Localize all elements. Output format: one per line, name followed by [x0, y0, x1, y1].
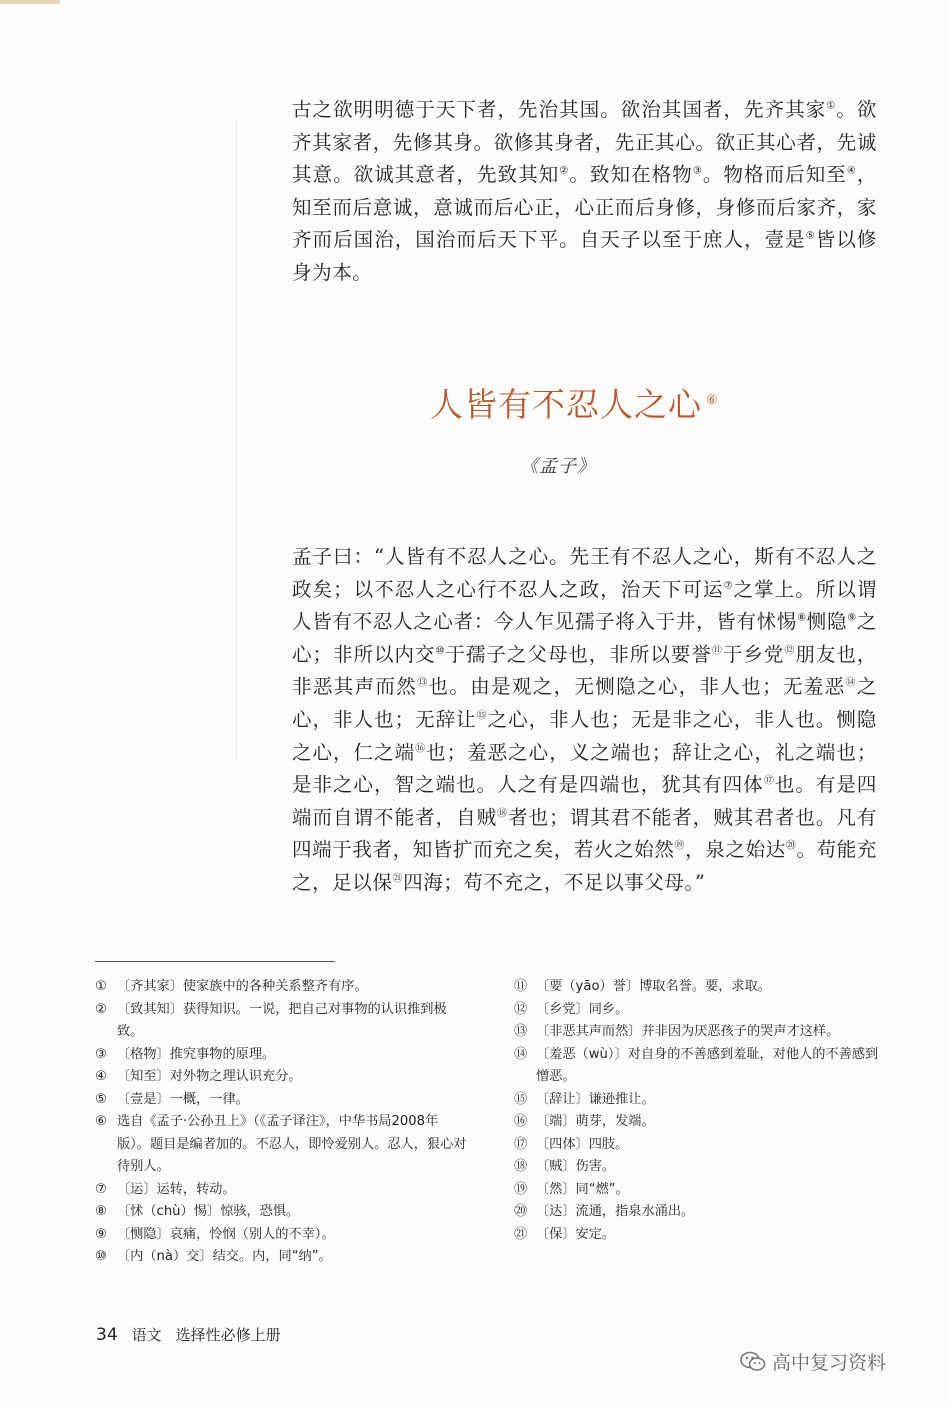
- footnote-number: ⑲: [514, 1181, 528, 1197]
- footnote-number: ②: [95, 1001, 107, 1017]
- wechat-icon: [740, 1351, 766, 1373]
- footnote-marker: ㉑: [392, 873, 404, 885]
- footnote-number: ⑦: [95, 1181, 107, 1197]
- footnote-number: ⑱: [514, 1159, 528, 1174]
- footnote-number: ⑫: [514, 1001, 528, 1017]
- title-text: 人皆有不忍人之心: [430, 385, 702, 424]
- footnote-text: 〔运〕运转，转动。: [117, 1181, 236, 1197]
- footnote-number: ⑨: [95, 1226, 107, 1242]
- footnote-item: [95, 1246, 467, 1269]
- footnote-number: ⑮: [514, 1091, 528, 1107]
- footnote-item: [514, 976, 886, 999]
- footnote-number: ⑪: [514, 979, 528, 994]
- footnote-text: 〔贼〕伤害。: [536, 1159, 616, 1174]
- footnote-marker: ⑬: [417, 677, 429, 689]
- footnote-text: 〔端〕萌芽，发端。: [536, 1114, 655, 1129]
- footnote-marker: ⑭: [845, 677, 857, 689]
- watermark-text: 高中复习资料: [772, 1352, 887, 1374]
- footnote-item: [514, 1134, 886, 1157]
- footnote-number: ⑩: [95, 1249, 107, 1264]
- footnote-text: 〔齐其家〕使家族中的各种关系整齐有序。: [117, 979, 368, 994]
- footnote-text: 〔辞让〕谦逊推让。: [536, 1091, 655, 1107]
- footnote-number: ①: [95, 979, 107, 994]
- footnote-number: ⑬: [514, 1024, 528, 1039]
- footer-book-title: 选择性必修上册: [175, 1326, 281, 1344]
- footnote-item: [95, 1044, 467, 1067]
- footnote-marker: ⑧: [797, 612, 807, 624]
- passage-daxue: 古之欲明明德于天下者，先治其国。欲治其国者，先齐其家①。欲齐其家者，先修其身。欲修其身者，先正其心。欲正其心者，先诚其意。欲诚其意者，先致其知②。致知在格物③。物格而后知至④，知至而后意诚，意诚而后心正，心正而后身修，身修而后家齐，家齐而后国治，国治而后天下平。自天子以至于庶人，壹是⑤皆以修身为本。: [292, 98, 877, 284]
- footnote-item: [95, 1111, 467, 1179]
- footnote-item: [95, 976, 467, 999]
- footnote-marker: ⑤: [805, 230, 816, 242]
- footnote-text: 〔致其知〕获得知识。一说，把自己对事物的认识推到极致。: [117, 1001, 447, 1039]
- footnote-marker: ④: [846, 165, 857, 177]
- footnote-text: 〔内（nà）交〕结交。内，同“纳”。: [117, 1249, 332, 1264]
- footnote-text: 〔知至〕对外物之理认识充分。: [117, 1069, 302, 1084]
- footnote-item: [95, 1089, 467, 1112]
- footnote-item: [95, 1179, 467, 1202]
- footnote-divider: [95, 961, 335, 962]
- footnote-text: 〔然〕同“燃”。: [536, 1181, 629, 1197]
- section-title: [430, 379, 719, 426]
- footnote-marker: ③: [692, 165, 703, 177]
- footnote-item: [514, 1044, 886, 1089]
- footnote-number: ③: [95, 1046, 107, 1062]
- footnote-marker: ⑪: [711, 645, 723, 657]
- footnote-marker: ⑮: [476, 710, 488, 722]
- footnote-text: 〔怵（chù）惕〕惊骇，恐惧。: [117, 1204, 300, 1219]
- footnote-marker: ⑩: [435, 645, 446, 657]
- watermark: [740, 1348, 886, 1375]
- footnote-text: 〔非恶其声而然〕并非因为厌恶孩子的哭声才这样。: [536, 1024, 840, 1039]
- footnote-marker: ⑨: [847, 612, 857, 624]
- title-footnote-marker: ⑥: [706, 393, 719, 408]
- page-footer: [96, 1324, 281, 1345]
- footnote-item: [514, 1224, 886, 1247]
- footnote-number: ④: [95, 1069, 107, 1084]
- source-author: 《孟子》: [520, 456, 596, 477]
- page-number: 34: [96, 1325, 118, 1345]
- footnote-item: [514, 1111, 886, 1134]
- footnote-item: [514, 1179, 886, 1202]
- footnote-number: ⑯: [514, 1114, 528, 1129]
- footnote-marker: ⑦: [723, 580, 734, 592]
- footnote-item: [514, 1201, 886, 1224]
- footnote-number: ⑰: [514, 1136, 528, 1152]
- footnote-text: 选自《孟子·公孙丑上》（《孟子译注》，中华书局2008年版）。题目是编者加的。不忍人，即怜爱别人。忍人，狠心对待别人。: [117, 1114, 467, 1174]
- footer-subject: 语文: [131, 1326, 162, 1344]
- footnote-item: [514, 1089, 886, 1112]
- footnote-item: [514, 1156, 886, 1179]
- page-binding-shadow: [236, 120, 237, 760]
- footnote-item: [514, 1021, 886, 1044]
- footnotes-right-column: [514, 976, 886, 1246]
- footnote-number: ⑥: [95, 1114, 107, 1129]
- top-edge-band: [0, 0, 60, 4]
- footnote-text: 〔达〕流通，指泉水涌出。: [536, 1204, 695, 1219]
- footnote-number: ⑧: [95, 1204, 107, 1219]
- footnote-text: 〔乡党〕同乡。: [536, 1001, 629, 1017]
- footnote-item: [514, 999, 886, 1022]
- footnotes-left-column: [95, 976, 467, 1269]
- footnote-marker: ⑫: [784, 645, 796, 657]
- footnote-text: 〔四体〕四肢。: [536, 1136, 629, 1152]
- passage-mengzi: 孟子曰：“人皆有不忍人之心。先王有不忍人之心，斯有不忍人之政矣；以不忍人之心行不忍人之政，治天下可运⑦之掌上。所以谓人皆有不忍人之心者：今人乍见孺子将入于井，皆有怵惕⑧恻隐⑨之心；非所以内交⑩于孺子之父母也，非所以要誉⑪于乡党⑫朋友也，非恶其声而然⑬也。由是观之，无恻隐之心，非人也；无羞恶⑭之心，非人也；无辞让⑮之心，非人也；无是非之心，非人也。恻隐之心，仁之端⑯也；羞恶之心，义之端也；辞让之心，礼之端也；是非之心，智之端也。人之有是四端也，犹其有四体⑰也。有是四端而自谓不能者，自贼⑱者也；谓其君不能者，贼其君者也。凡有四端于我者，知皆扩而充之矣，若火之始然⑲，泉之始达⑳。苟能充之，足以保$^㉑$四海；苟不充之，不足以事父母。”: [292, 545, 877, 894]
- footnote-marker: ①: [826, 100, 837, 112]
- footnote-marker: ②: [559, 165, 570, 177]
- footnote-marker: ⑳: [785, 840, 797, 852]
- footnote-marker: ⑲: [674, 840, 686, 852]
- footnote-number: ㉑: [514, 1226, 528, 1242]
- footnote-number: ⑳: [514, 1204, 528, 1219]
- footnote-text: 〔羞恶（wù）〕对自身的不善感到羞耻，对他人的不善感到憎恶。: [536, 1046, 879, 1084]
- footnote-number: ⑭: [514, 1046, 528, 1062]
- footnote-number: ⑤: [95, 1091, 107, 1107]
- footnote-text: 〔格物〕推究事物的原理。: [117, 1046, 276, 1062]
- footnote-text: 〔要（yāo）誉〕博取名誉。要，求取。: [536, 979, 771, 994]
- footnote-text: 〔保〕安定。: [536, 1226, 616, 1242]
- footnote-item: [95, 999, 467, 1044]
- footnote-item: [95, 1201, 467, 1224]
- footnote-marker: ⑰: [763, 775, 775, 787]
- footnote-item: [95, 1066, 467, 1089]
- footnote-marker: ⑯: [415, 743, 427, 755]
- footnote-item: [95, 1224, 467, 1247]
- footnote-marker: ⑱: [497, 808, 509, 820]
- footnote-text: 〔壹是〕一概，一律。: [117, 1091, 249, 1107]
- footnote-text: 〔恻隐〕哀痛，怜悯（别人的不幸）。: [117, 1226, 335, 1242]
